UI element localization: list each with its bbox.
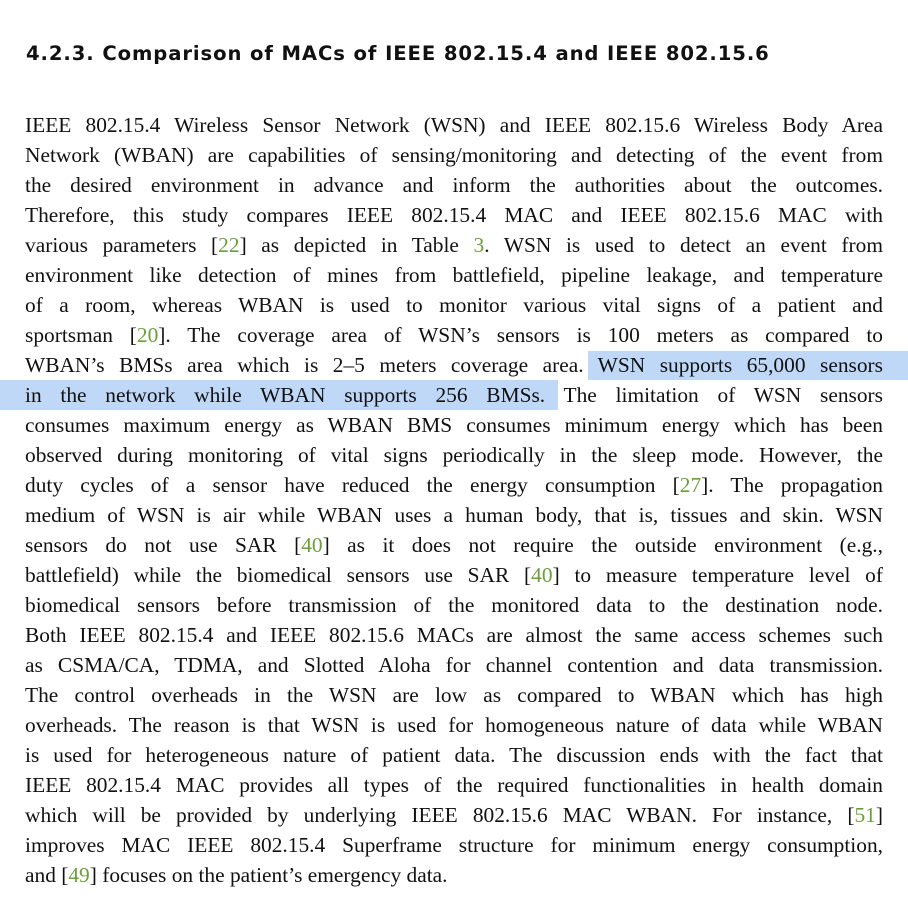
paragraph-line: consumes maximum energy as WBAN BMS consumes minimum energy which has been	[25, 413, 883, 437]
paragraph-line: Both IEEE 802.15.4 and IEEE 802.15.6 MACs are almost the same access schemes such	[25, 623, 883, 647]
citation-link[interactable]: 49	[68, 863, 90, 887]
citation-link[interactable]: 27	[679, 473, 702, 497]
paragraph-line: environment like detection of mines from battlefield, pipeline leakage, and temperature	[25, 263, 883, 287]
paragraph-line: biomedical sensors before transmission of the monitored data to the destination node.	[25, 593, 883, 617]
citation-link[interactable]: 40	[301, 533, 323, 557]
paragraph-line: the desired environment in advance and inform the authorities about the outcomes.	[25, 173, 883, 197]
citation-link[interactable]: 20	[136, 323, 159, 347]
paragraph-line: as CSMA/CA, TDMA, and Slotted Aloha for channel contention and data transmission.	[25, 653, 883, 677]
paragraph-line: which will be provided by underlying IEEE 802.15.6 MAC WBAN. For instance, [51]	[25, 803, 883, 827]
paragraph-line: medium of WSN is air while WBAN uses a human body, that is, tissues and skin. WSN	[25, 503, 883, 527]
paragraph-line: Network (WBAN) are capabilities of sensing/monitoring and detecting of the event from	[25, 143, 883, 167]
paragraph-line: various parameters [22] as depicted in Table 3. WSN is used to detect an event from	[25, 233, 883, 257]
paragraph-line: is used for heterogeneous nature of patient data. The discussion ends with the fact that	[25, 743, 883, 767]
citation-link[interactable]: 51	[854, 803, 876, 827]
paragraph-line: in the network while WBAN supports 256 BMSs. The limitation of WSN sensors	[25, 383, 883, 407]
paragraph-line: battlefield) while the biomedical sensors use SAR [40] to measure temperature level of	[25, 563, 883, 587]
paragraph-line: IEEE 802.15.4 MAC provides all types of the required functionalities in health domain	[25, 773, 883, 797]
paragraph-line: improves MAC IEEE 802.15.4 Superframe structure for minimum energy consumption,	[25, 833, 883, 857]
paragraph-line: and [49] focuses on the patient’s emergency data.	[25, 863, 448, 887]
citation-link[interactable]: 22	[218, 233, 240, 257]
section-heading: 4.2.3. Comparison of MACs of IEEE 802.15.4 and IEEE 802.15.6	[26, 42, 770, 65]
body-paragraph	[25, 110, 883, 890]
citation-link[interactable]: 40	[531, 563, 553, 587]
paragraph-line: sportsman [20]. The coverage area of WSN’s sensors is 100 meters as compared to	[25, 323, 883, 347]
paragraph-line: of a room, whereas WBAN is used to monitor various vital signs of a patient and	[25, 293, 883, 317]
paragraph-line: The control overheads in the WSN are low as compared to WBAN which has high	[25, 683, 883, 707]
paragraph-line: WBAN’s BMSs area which is 2–5 meters coverage area. WSN supports 65,000 sensors	[25, 353, 883, 377]
paragraph-line: duty cycles of a sensor have reduced the energy consumption [27]. The propagation	[25, 473, 883, 497]
paragraph-line: sensors do not use SAR [40] as it does not require the outside environment (e.g.,	[25, 533, 883, 557]
paragraph-line: Therefore, this study compares IEEE 802.15.4 MAC and IEEE 802.15.6 MAC with	[25, 203, 883, 227]
paragraph-line: overheads. The reason is that WSN is used for homogeneous nature of data while WBAN	[25, 713, 883, 737]
paragraph-line: IEEE 802.15.4 Wireless Sensor Network (WSN) and IEEE 802.15.6 Wireless Body Area	[25, 113, 883, 137]
citation-link[interactable]: 3	[473, 233, 485, 257]
paragraph-line: observed during monitoring of vital signs periodically in the sleep mode. However, the	[25, 443, 883, 467]
